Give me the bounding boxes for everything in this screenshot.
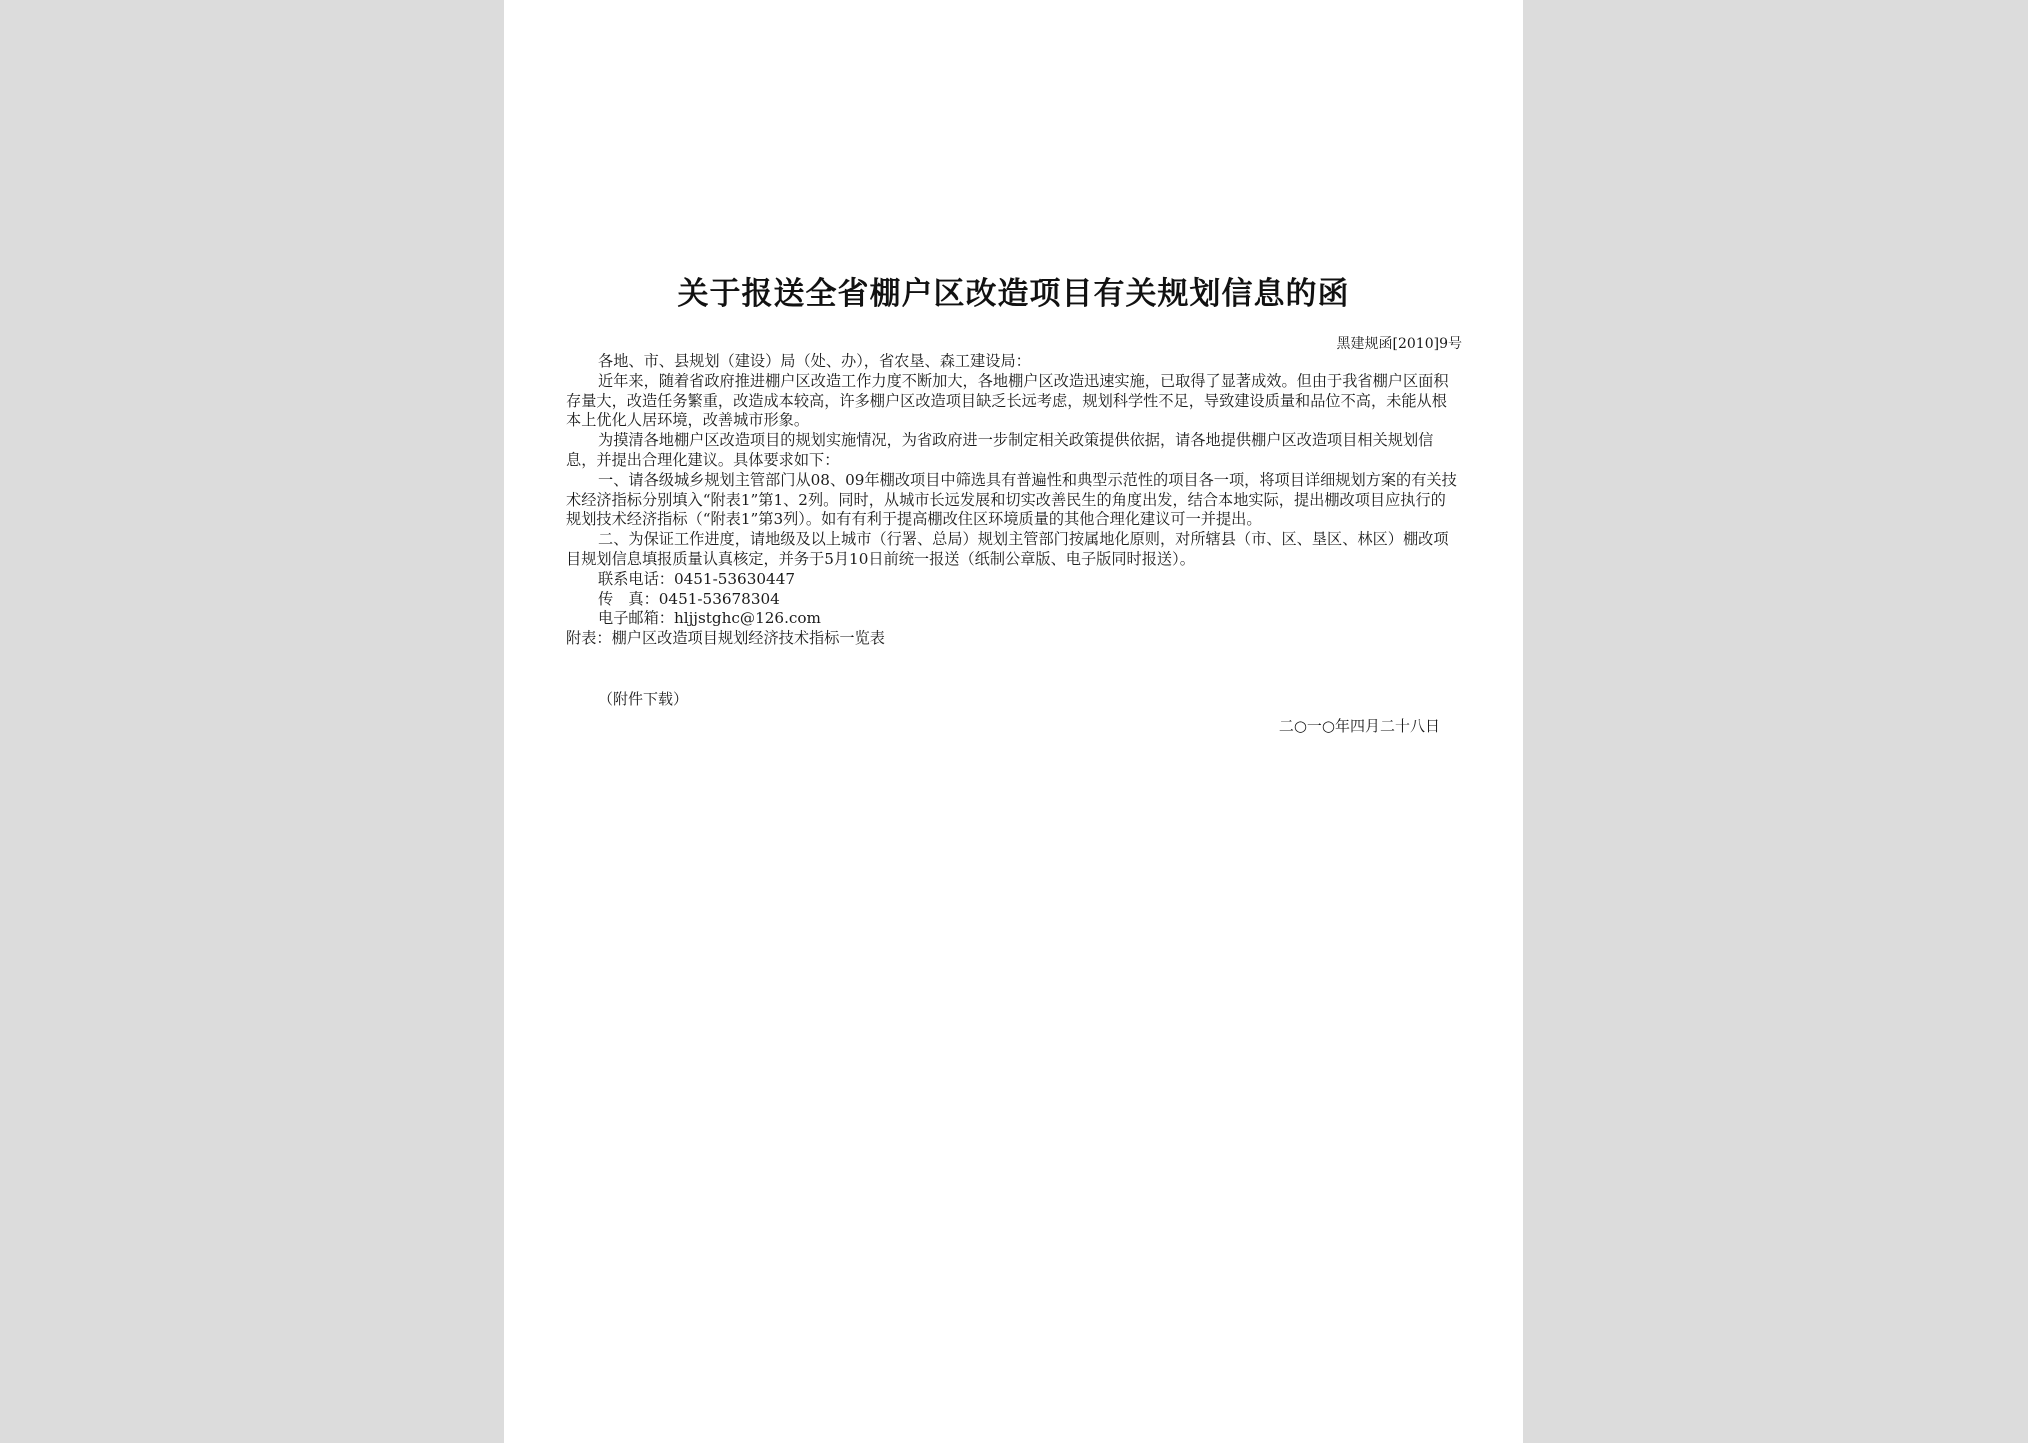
paragraph-purpose: 为摸清各地棚户区改造项目的规划实施情况，为省政府进一步制定相关政策提供依据，请各地提供棚户区改造项目相关规划信息，并提出合理化建议。具体要求如下： bbox=[566, 431, 1434, 469]
document-body bbox=[566, 352, 1460, 649]
document-title: 关于报送全省棚户区改造项目有关规划信息的函 bbox=[677, 276, 1350, 312]
addressee: 各地、市、县规划（建设）局（处、办），省农垦、森工建设局： bbox=[598, 352, 1031, 370]
contact-phone: 联系电话：0451-53630447 bbox=[598, 569, 796, 588]
paragraph-intro: 近年来，随着省政府推进棚户区改造工作力度不断加大，各地棚户区改造迅速实施，已取得了显著成效。但由于我省棚户区面积存量大，改造任务繁重，改造成本较高，许多棚户区改造项目缺乏长远考虑，规划科学性不足，导致建设质量和品位不高，未能从根本上优化人居环境，改善城市形象。 bbox=[566, 371, 1449, 430]
paragraph-requirement-1: 一、请各级城乡规划主管部门从08、09年棚改项目中筛选具有普遍性和典型示范性的项目各一项，将项目详细规划方案的有关技术经济指标分别填入“附表1”第1、2列。同时，从城市长远发展和切实改善民生的角度出发，结合本地实际，提出棚改项目应执行的规划技术经济指标（“附表1”第3列）。如有有利于提高棚改住区环境质量的其他合理化建议可一并提出。 bbox=[566, 470, 1457, 529]
document-page bbox=[504, 0, 1523, 1443]
document-date: 二○一○年四月二十八日 bbox=[1278, 717, 1440, 735]
contact-fax: 传 真：0451-53678304 bbox=[598, 589, 780, 608]
contact-email: 电子邮箱：hljjstghc@126.com bbox=[598, 609, 821, 628]
attachment-note: 附表：棚户区改造项目规划经济技术指标一览表 bbox=[566, 629, 885, 648]
paragraph-requirement-2: 二、为保证工作进度，请地级及以上城市（行署、总局）规划主管部门按属地化原则，对所辖县（市、区、垦区、林区）棚改项目规划信息填报质量认真核定，并务于5月10日前统一报送（纸制公章版、电子版同时报送）。 bbox=[566, 530, 1449, 568]
document-number: 黑建规函[2010]9号 bbox=[1336, 336, 1462, 352]
attachment-download-link[interactable]: （附件下载） bbox=[598, 690, 689, 708]
